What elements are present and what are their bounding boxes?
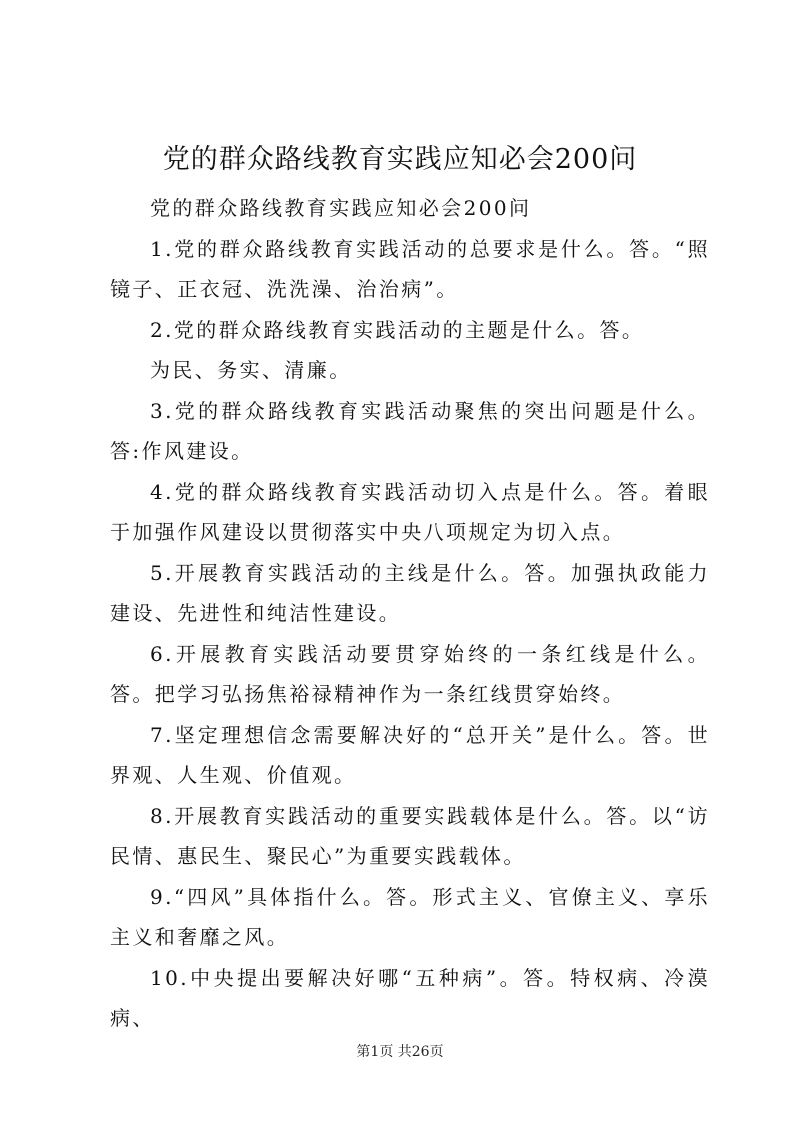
paragraph-subtitle: 党的群众路线教育实践应知必会200问: [150, 196, 532, 220]
paragraph-q6: 6.开展教育实践活动要贯穿始终的一条红线是什么。答。把学习弘扬焦裕禄精神作为一条红线贯穿始终。: [110, 641, 710, 706]
paragraph-q3: 3.党的群众路线教育实践活动聚焦的突出问题是什么。答:作风建设。: [110, 398, 710, 463]
paragraph-q8: 8.开展教育实践活动的重要实践载体是什么。答。以“访民情、惠民生、聚民心”为重要实践载体。: [110, 803, 710, 868]
paragraph-q1: 1.党的群众路线教育实践活动的总要求是什么。答。“照镜子、正衣冠、洗洗澡、治治病”。: [110, 236, 710, 301]
paragraph-a2: 为民、务实、清廉。: [150, 358, 352, 382]
page-number-footer: 第1页 共26页: [356, 1044, 444, 1060]
paragraph-q9: 9.“四风”具体指什么。答。形式主义、官僚主义、享乐主义和奢靡之风。: [110, 884, 710, 949]
document-title: 党的群众路线教育实践应知必会200问: [162, 144, 638, 175]
paragraph-q10: 10.中央提出要解决好哪“五种病”。答。特权病、冷漠病、: [110, 965, 710, 1030]
paragraph-q2: 2.党的群众路线教育实践活动的主题是什么。答。: [150, 317, 645, 342]
document-body: [110, 188, 710, 1039]
paragraph-q4: 4.党的群众路线教育实践活动切入点是什么。答。着眼于加强作风建设以贯彻落实中央八项规定为切入点。: [110, 479, 710, 544]
paragraph-q7: 7.坚定理想信念需要解决好的“总开关”是什么。答。世界观、人生观、价值观。: [110, 722, 710, 787]
paragraph-q5: 5.开展教育实践活动的主线是什么。答。加强执政能力建设、先进性和纯洁性建设。: [110, 560, 710, 625]
